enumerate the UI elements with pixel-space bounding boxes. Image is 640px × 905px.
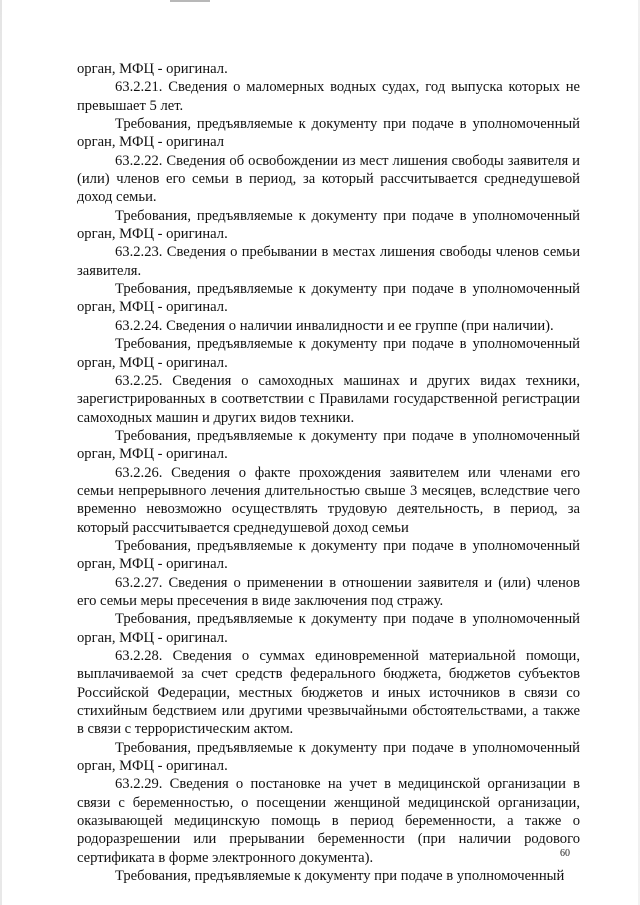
page-number: 60 [560,848,570,859]
paragraph: орган, МФЦ - оригинал. [77,61,228,77]
paragraph: 63.2.23. Сведения о пребывании в местах лишения свободы членов семьи заявителя. [77,244,580,279]
paragraph: 63.2.21. Сведения о маломерных водных судах, год выпуска которых не превышает 5 лет. [77,79,580,114]
paragraph: Требования, предъявляемые к документу при подаче в уполномоченный орган, МФЦ - оригинал. [77,611,580,646]
paragraph: Требования, предъявляемые к документу при подаче в уполномоченный орган, МФЦ - оригинал. [77,207,580,243]
paragraph: Требования, предъявляемые к документу при подаче в уполномоченный [115,868,565,885]
paragraph: Требования, предъявляемые к документу при подаче в уполномоченный орган, МФЦ - оригинал. [77,281,580,316]
paragraph: 63.2.27. Сведения о применении в отношении заявителя и (или) членов его семьи меры пресечения в виде заключения под стражу. [77,574,580,609]
paragraph: 63.2.28. Сведения о суммах единовременной материальной помощи, выплачиваемой за счет средств федерального бюджета, бюджетов субъектов Российской Федерации, местных бюджетов и иных источников в связи со стихийным бедствием или другими чрезвычайными обстоятельствами, а также в связи с террористическим актом. [77,648,580,738]
paragraph: 63.2.24. Сведения о наличии инвалидности и ее группе (при наличии). [115,317,554,334]
scan-top-mark [170,0,210,2]
paragraph: Требования, предъявляемые к документу при подаче в уполномоченный орган, МФЦ - оригинал. [77,427,580,463]
paragraph: Требования, предъявляемые к документу при подаче в уполномоченный орган, МФЦ - оригинал [77,116,580,151]
paragraph: 63.2.29. Сведения о постановке на учет в медицинской организации в связи с беременностью, о посещении женщиной медицинской организации, оказывающей медицинскую помощь в период беременности, а также о родоразрешении или прерывании беременности (при наличии родового сертификата в форме электронного документа). [77,776,580,866]
paragraph: Требования, предъявляемые к документу при подаче в уполномоченный орган, МФЦ - оригинал. [77,739,580,775]
paragraph: Требования, предъявляемые к документу при подаче в уполномоченный орган, МФЦ - оригинал. [77,537,580,573]
paragraph: Требования, предъявляемые к документу при подаче в уполномоченный орган, МФЦ - оригинал. [77,336,580,371]
paragraph: 63.2.25. Сведения о самоходных машинах и других видах техники, зарегистрированных в соответствии с Правилами государственной регистрации самоходных машин и других видов техники. [77,372,580,426]
document-body [77,60,580,885]
scan-edge-left [0,0,2,905]
paragraph: 63.2.22. Сведения об освобождении из мест лишения свободы заявителя и (или) членов его семьи в период, за который рассчитывается среднедушевой доход семьи. [77,152,580,206]
paragraph: 63.2.26. Сведения о факте прохождения заявителем или членами его семьи непрерывного лечения длительностью свыше 3 месяцев, вследствие чего временно невозможно осуществлять трудовую деятельность, в период, за который рассчитывается среднедушевой доход семьи [77,464,580,536]
